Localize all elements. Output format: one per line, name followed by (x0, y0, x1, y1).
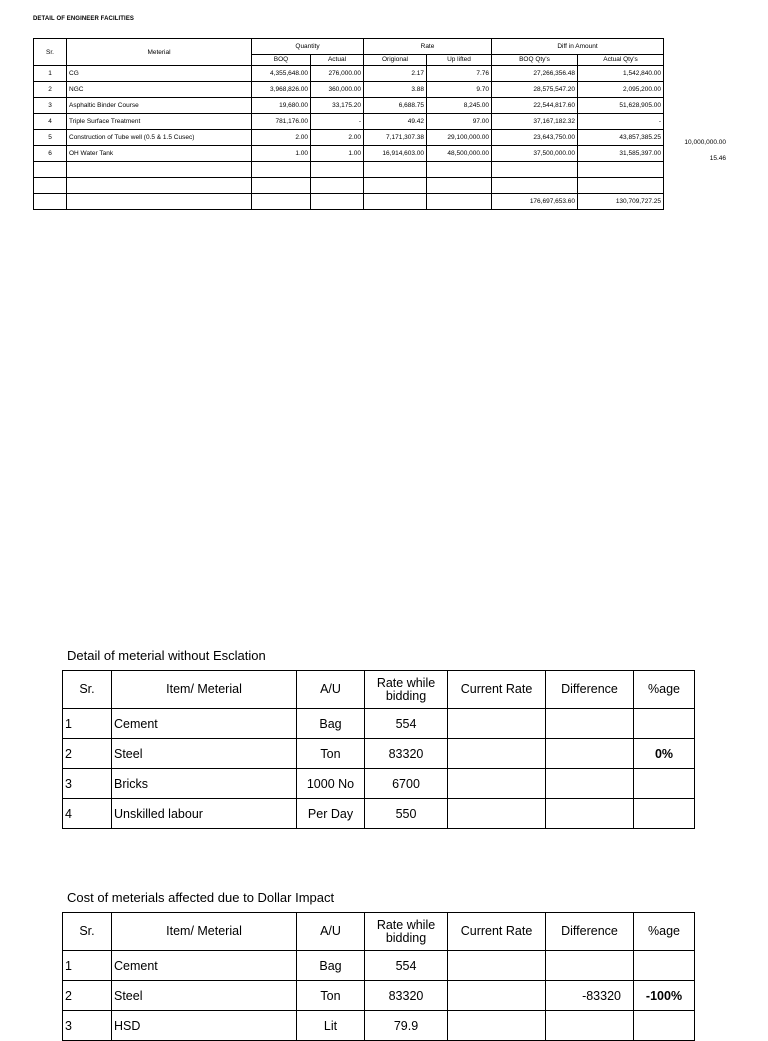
cell-sr: 5 (34, 130, 67, 146)
cell-current-rate (448, 981, 546, 1011)
section-title-dollar-impact: Cost of meterials affected due to Dollar Impact (67, 890, 335, 905)
header-difference: Difference (546, 671, 634, 709)
extra-value-row5: 10,000,000.00 (684, 139, 726, 146)
cell-au: Lit (297, 1011, 365, 1041)
header-percentage: %age (634, 671, 695, 709)
empty-cell (364, 178, 427, 194)
table-row (63, 1011, 695, 1041)
table-row (34, 82, 664, 98)
header-row (63, 671, 695, 709)
header-sr: Sr. (63, 913, 112, 951)
empty-cell (364, 194, 427, 210)
section-title-without-escalation: Detail of meterial without Esclation (67, 648, 266, 663)
cell-percentage: 0% (634, 739, 695, 769)
cell-rate-uplifted: 97.00 (427, 114, 492, 130)
cell-sr: 1 (34, 66, 67, 82)
cell-boq: 3,968,826.00 (252, 82, 311, 98)
cell-diff-actual: - (578, 114, 664, 130)
empty-cell (492, 178, 578, 194)
engineer-facilities-table (33, 38, 664, 210)
header-material: Meterial (67, 39, 252, 66)
header-percentage: %age (634, 913, 695, 951)
empty-cell (578, 162, 664, 178)
cell-item: Unskilled labour (112, 799, 297, 829)
header-au: A/U (297, 913, 365, 951)
header-current-rate: Current Rate (448, 671, 546, 709)
cell-boq: 4,355,648.00 (252, 66, 311, 82)
cell-item: HSD (112, 1011, 297, 1041)
table-row (34, 114, 664, 130)
cell-percentage: -100% (634, 981, 695, 1011)
document-title: DETAIL OF ENGINEER FACILITIES (33, 16, 135, 22)
cell-sr: 4 (34, 114, 67, 130)
header-item: Item/ Meterial (112, 671, 297, 709)
cell-boq: 781,176.00 (252, 114, 311, 130)
empty-cell (311, 178, 364, 194)
cell-sr: 2 (63, 739, 112, 769)
header-boq-qty: BOQ Qty's (492, 55, 578, 66)
header-row (34, 39, 664, 55)
header-item: Item/ Meterial (112, 913, 297, 951)
cell-rate-bidding: 83320 (365, 739, 448, 769)
cell-au: Bag (297, 709, 365, 739)
cell-item: Cement (112, 709, 297, 739)
cell-diff-actual: 31,585,397.00 (578, 146, 664, 162)
cell-percentage (634, 1011, 695, 1041)
cell-percentage (634, 799, 695, 829)
table-row (63, 769, 695, 799)
header-rate-bidding: Rate while bidding (365, 913, 448, 951)
cell-sr: 1 (63, 951, 112, 981)
cell-rate-bidding: 554 (365, 709, 448, 739)
cell-diff-boq: 37,167,182.32 (492, 114, 578, 130)
cell-sr: 3 (63, 769, 112, 799)
cell-actual: 33,175.20 (311, 98, 364, 114)
cell-current-rate (448, 1011, 546, 1041)
empty-cell (252, 194, 311, 210)
empty-cell (252, 178, 311, 194)
cell-rate-uplifted: 48,500,000.00 (427, 146, 492, 162)
empty-cell (67, 178, 252, 194)
empty-cell (364, 162, 427, 178)
total-diff-boq: 176,697,653.60 (492, 194, 578, 210)
cell-difference (546, 799, 634, 829)
cell-diff-boq: 27,266,356.48 (492, 66, 578, 82)
table-row (63, 951, 695, 981)
cell-actual: 2.00 (311, 130, 364, 146)
cell-rate-bidding: 83320 (365, 981, 448, 1011)
cell-rate-original: 3.88 (364, 82, 427, 98)
cell-rate-bidding: 554 (365, 951, 448, 981)
header-rate-bidding: Rate while bidding (365, 671, 448, 709)
cell-material: CG (67, 66, 252, 82)
cell-sr: 1 (63, 709, 112, 739)
cell-sr: 2 (34, 82, 67, 98)
empty-cell (578, 178, 664, 194)
cell-boq: 19,680.00 (252, 98, 311, 114)
empty-row (34, 178, 664, 194)
table-row (63, 799, 695, 829)
empty-cell (427, 178, 492, 194)
cell-boq: 2.00 (252, 130, 311, 146)
table-row (34, 130, 664, 146)
cell-actual: - (311, 114, 364, 130)
empty-cell (311, 194, 364, 210)
cell-rate-uplifted: 29,100,000.00 (427, 130, 492, 146)
cell-percentage (634, 709, 695, 739)
cell-difference (546, 709, 634, 739)
cell-sr: 3 (63, 1011, 112, 1041)
cell-actual: 276,000.00 (311, 66, 364, 82)
table-row (34, 146, 664, 162)
header-rate: Rate (364, 39, 492, 55)
cell-diff-actual: 2,095,200.00 (578, 82, 664, 98)
header-actual-qty: Actual Qty's (578, 55, 664, 66)
cell-item: Steel (112, 981, 297, 1011)
empty-cell (252, 162, 311, 178)
extra-value-row6: 15.46 (709, 155, 726, 162)
cell-material: OH Water Tank (67, 146, 252, 162)
cell-au: Per Day (297, 799, 365, 829)
header-diff-amount: Diff in Amount (492, 39, 664, 55)
cell-diff-boq: 22,544,817.60 (492, 98, 578, 114)
header-row (63, 913, 695, 951)
table-row (34, 66, 664, 82)
header-quantity: Quantity (252, 39, 364, 55)
cell-percentage (634, 769, 695, 799)
cell-difference (546, 769, 634, 799)
header-sr: Sr. (63, 671, 112, 709)
dollar-impact-table (62, 912, 695, 1041)
cell-difference: -83320 (546, 981, 634, 1011)
cell-diff-boq: 23,643,750.00 (492, 130, 578, 146)
cell-sr: 2 (63, 981, 112, 1011)
cell-current-rate (448, 709, 546, 739)
cell-item: Cement (112, 951, 297, 981)
header-au: A/U (297, 671, 365, 709)
cell-current-rate (448, 799, 546, 829)
empty-cell (427, 194, 492, 210)
header-current-rate: Current Rate (448, 913, 546, 951)
header-uplifted: Up lifted (427, 55, 492, 66)
header-boq: BOQ (252, 55, 311, 66)
cell-rate-original: 49.42 (364, 114, 427, 130)
header-original: Origional (364, 55, 427, 66)
cell-rate-bidding: 550 (365, 799, 448, 829)
header-actual: Actual (311, 55, 364, 66)
cell-rate-original: 2.17 (364, 66, 427, 82)
cell-difference (546, 951, 634, 981)
cell-rate-bidding: 79.9 (365, 1011, 448, 1041)
cell-rate-uplifted: 7.76 (427, 66, 492, 82)
cell-rate-original: 16,914,603.00 (364, 146, 427, 162)
empty-cell (34, 162, 67, 178)
cell-material: NGC (67, 82, 252, 98)
cell-diff-boq: 37,500,000.00 (492, 146, 578, 162)
cell-rate-original: 7,171,307.38 (364, 130, 427, 146)
cell-current-rate (448, 739, 546, 769)
cell-rate-uplifted: 9.70 (427, 82, 492, 98)
empty-cell (34, 178, 67, 194)
cell-actual: 360,000.00 (311, 82, 364, 98)
cell-diff-actual: 1,542,840.00 (578, 66, 664, 82)
cell-current-rate (448, 769, 546, 799)
cell-rate-original: 6,688.75 (364, 98, 427, 114)
empty-cell (311, 162, 364, 178)
cell-difference (546, 739, 634, 769)
cell-au: 1000 No (297, 769, 365, 799)
header-difference: Difference (546, 913, 634, 951)
empty-cell (34, 194, 67, 210)
cell-rate-uplifted: 8,245.00 (427, 98, 492, 114)
cell-item: Bricks (112, 769, 297, 799)
cell-boq: 1.00 (252, 146, 311, 162)
cell-au: Bag (297, 951, 365, 981)
empty-cell (427, 162, 492, 178)
cell-item: Steel (112, 739, 297, 769)
table-row (63, 739, 695, 769)
cell-material: Construction of Tube well (0.5 & 1.5 Cusec) (67, 130, 252, 146)
cell-material: Triple Surface Treatment (67, 114, 252, 130)
cell-diff-actual: 43,857,385.25 (578, 130, 664, 146)
materials-without-escalation-table (62, 670, 695, 829)
cell-actual: 1.00 (311, 146, 364, 162)
table-row (63, 981, 695, 1011)
cell-percentage (634, 951, 695, 981)
header-sr: Sr. (34, 39, 67, 66)
totals-row (34, 194, 664, 210)
empty-cell (67, 162, 252, 178)
cell-sr: 4 (63, 799, 112, 829)
table-row (63, 709, 695, 739)
cell-au: Ton (297, 981, 365, 1011)
empty-row (34, 162, 664, 178)
cell-sr: 3 (34, 98, 67, 114)
cell-au: Ton (297, 739, 365, 769)
cell-diff-boq: 28,575,547.20 (492, 82, 578, 98)
empty-cell (67, 194, 252, 210)
cell-current-rate (448, 951, 546, 981)
cell-material: Asphaltic Binder Course (67, 98, 252, 114)
cell-diff-actual: 51,628,905.00 (578, 98, 664, 114)
table-row (34, 98, 664, 114)
cell-rate-bidding: 6700 (365, 769, 448, 799)
cell-difference (546, 1011, 634, 1041)
empty-cell (492, 162, 578, 178)
cell-sr: 6 (34, 146, 67, 162)
total-diff-actual: 130,709,727.25 (578, 194, 664, 210)
